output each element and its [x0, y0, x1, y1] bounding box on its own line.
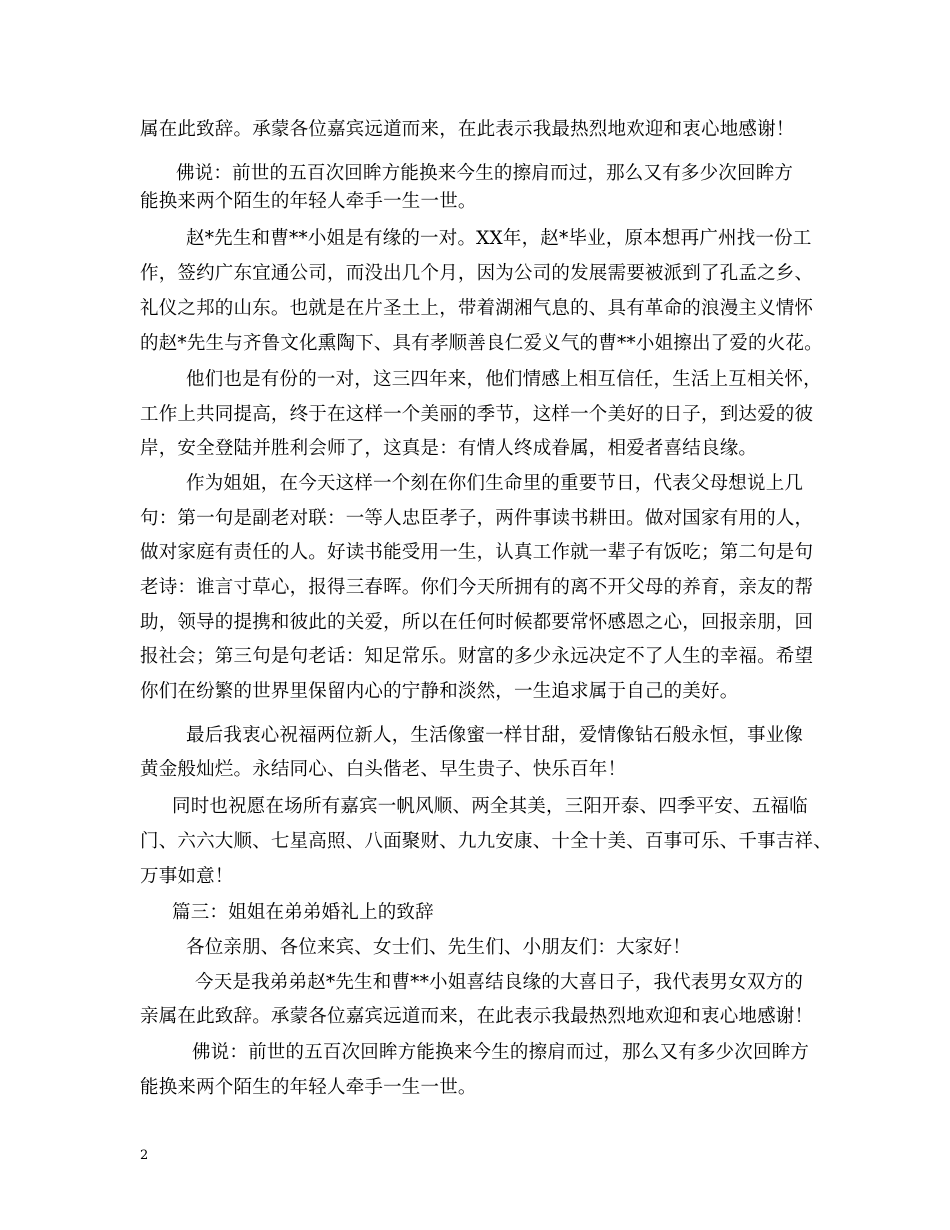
- section-heading: 篇三：姐姐在弟弟婚礼上的致辞: [172, 902, 434, 923]
- text-line: 的赵*先生与齐鲁文化熏陶下、具有孝顺善良仁爱义气的曹**小姐擦出了爱的火花。: [140, 333, 823, 354]
- text-line: 佛说：前世的五百次回眸方能换来今生的擦肩而过，那么又有多少次回眸方: [176, 163, 794, 184]
- text-line: 岸，安全登陆并胜利会师了，这真是：有情人终成眷属，相爱者喜结良缘。: [140, 438, 758, 459]
- text-line: 今天是我弟弟赵*先生和曹**小姐喜结良缘的大喜日子，我代表男女双方的: [195, 972, 804, 993]
- page-number: 2: [140, 1148, 149, 1163]
- text-line: 门、六六大顺、七星高照、八面聚财、九九安康、十全十美、百事可乐、千事吉祥、: [140, 831, 832, 852]
- text-line: 能换来两个陌生的年轻人牵手一生一世。: [140, 191, 477, 212]
- text-line: 佛说：前世的五百次回眸方能换来今生的擦肩而过，那么又有多少次回眸方: [192, 1042, 810, 1063]
- text-line: 属在此致辞。承蒙各位嘉宾远道而来，在此表示我最热烈地欢迎和衷心地感谢！: [140, 119, 795, 140]
- text-line: 做对家庭有责任的人。好读书能受用一生，认真工作就一辈子有饭吃；第二句是句: [140, 542, 814, 563]
- text-line: 老诗：谁言寸草心，报得三春晖。你们今天所拥有的离不开父母的养育，亲友的帮: [140, 577, 814, 598]
- text-line: 黄金般灿烂。永结同心、白头偕老、早生贵子、快乐百年！: [140, 759, 627, 780]
- text-line: 亲属在此致辞。承蒙各位嘉宾远道而来，在此表示我最热烈地欢迎和衷心地感谢！: [140, 1006, 814, 1027]
- text-line: 工作上共同提高，终于在这样一个美丽的季节，这样一个美好的日子，到达爱的彼: [140, 404, 814, 425]
- text-line: 各位亲朋、各位来宾、女士们、先生们、小朋友们：大家好！: [186, 937, 691, 958]
- text-line: 句：第一句是副老对联：一等人忠臣孝子，两件事读书耕田。做对国家有用的人，: [140, 508, 814, 529]
- text-line: 赵*先生和曹**小姐是有缘的一对。XX年，赵*毕业，原本想再广州找一份工: [186, 228, 812, 249]
- text-line: 报社会；第三句是句老话：知足常乐。财富的多少永远决定不了人生的幸福。希望: [140, 646, 814, 667]
- text-line: 礼仪之邦的山东。也就是在片圣土上，带着湖湘气息的、具有革命的浪漫主义情怀: [140, 298, 814, 319]
- text-line: 最后我衷心祝福两位新人，生活像蜜一样甘甜，爱情像钻石般永恒，事业像: [186, 725, 804, 746]
- text-line: 助，领导的提携和彼此的关爱，所以在任何时候都要常怀感恩之心，回报亲朋，回: [140, 612, 814, 633]
- text-line: 万事如意！: [140, 866, 234, 887]
- text-line: 同时也祝愿在场所有嘉宾一帆风顺、两全其美，三阳开泰、四季平安、五福临: [172, 796, 808, 817]
- text-line: 作为姐姐，在今天这样一个刻在你们生命里的重要节日，代表父母想说上几: [186, 473, 804, 494]
- text-line: 能换来两个陌生的年轻人牵手一生一世。: [140, 1077, 477, 1098]
- text-line: 你们在纷繁的世界里保留内心的宁静和淡然，一生追求属于自己的美好。: [140, 681, 739, 702]
- text-line: 他们也是有份的一对，这三四年来，他们情感上相互信任，生活上互相关怀，: [186, 369, 822, 390]
- text-line: 作，签约广东宜通公司，而没出几个月，因为公司的发展需要被派到了孔孟之乡、: [140, 263, 814, 284]
